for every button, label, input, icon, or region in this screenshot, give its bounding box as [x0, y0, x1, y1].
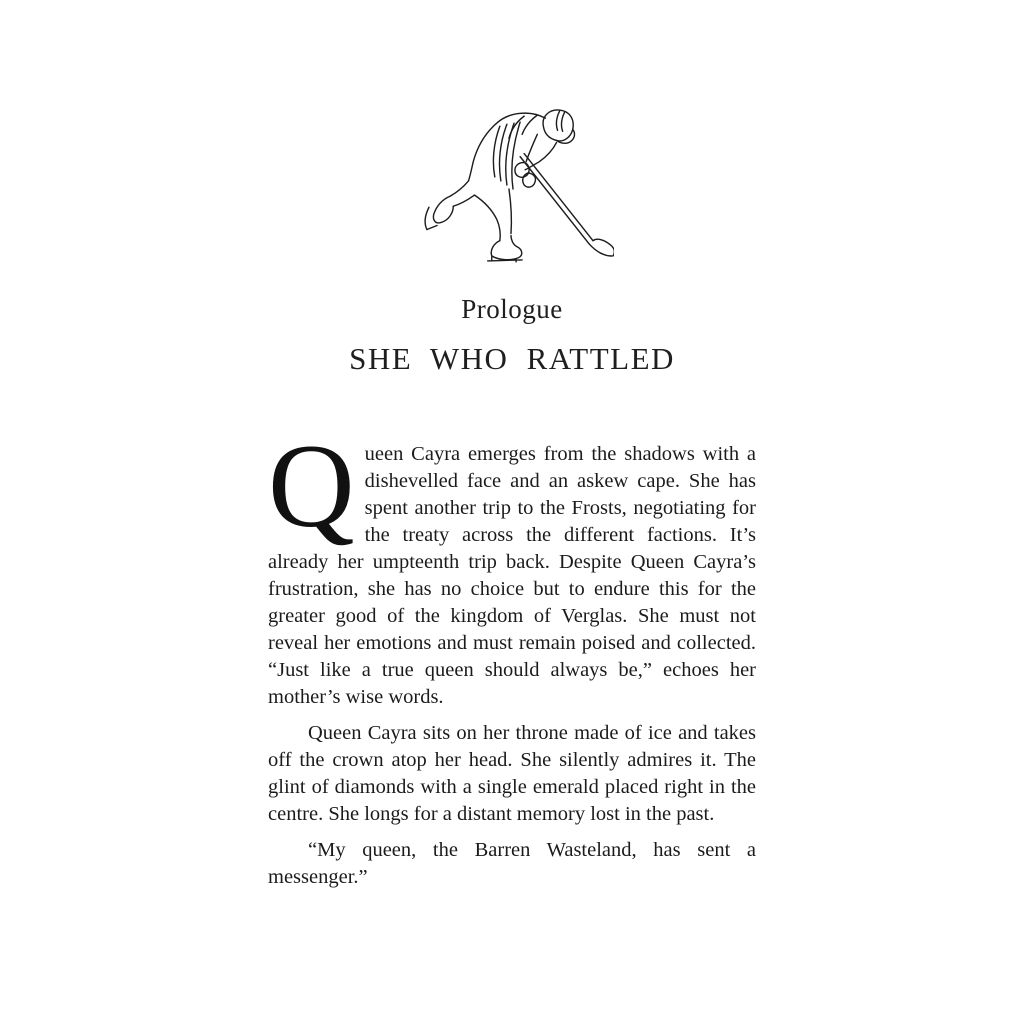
paragraph-1-text: ueen Cayra emerges from the shadows with a dishevelled face and an askew cape. She has spent another trip to the Frosts, negotiating for the treaty across the different factions. It’s already her umpteenth trip back. Despite Queen Cayra’s frustration, she has no choice but to endure this for the greater good of the kingdom of Verglas. She must not reveal her emotions and must remain poised and collected. “Just like a true queen should always be,” echoes her mother’s wise words.	[268, 443, 756, 708]
drop-cap: Q	[268, 419, 355, 552]
chapter-illustration	[410, 106, 614, 268]
chapter-body	[268, 419, 756, 891]
paragraph-3: “My queen, the Barren Wasteland, has sent a messenger.”	[268, 839, 756, 888]
chapter-kicker: Prologue	[461, 294, 563, 324]
chapter-title: SHE WHO RATTLED	[349, 341, 675, 376]
paragraph-2: Queen Cayra sits on her throne made of ice and takes off the crown atop her head. She silently admires it. The glint of diamonds with a single emerald placed right in the centre. She longs for a distant memory lost in the past.	[268, 722, 756, 825]
hockey-player-icon	[410, 106, 614, 268]
paragraph-1	[268, 419, 756, 711]
